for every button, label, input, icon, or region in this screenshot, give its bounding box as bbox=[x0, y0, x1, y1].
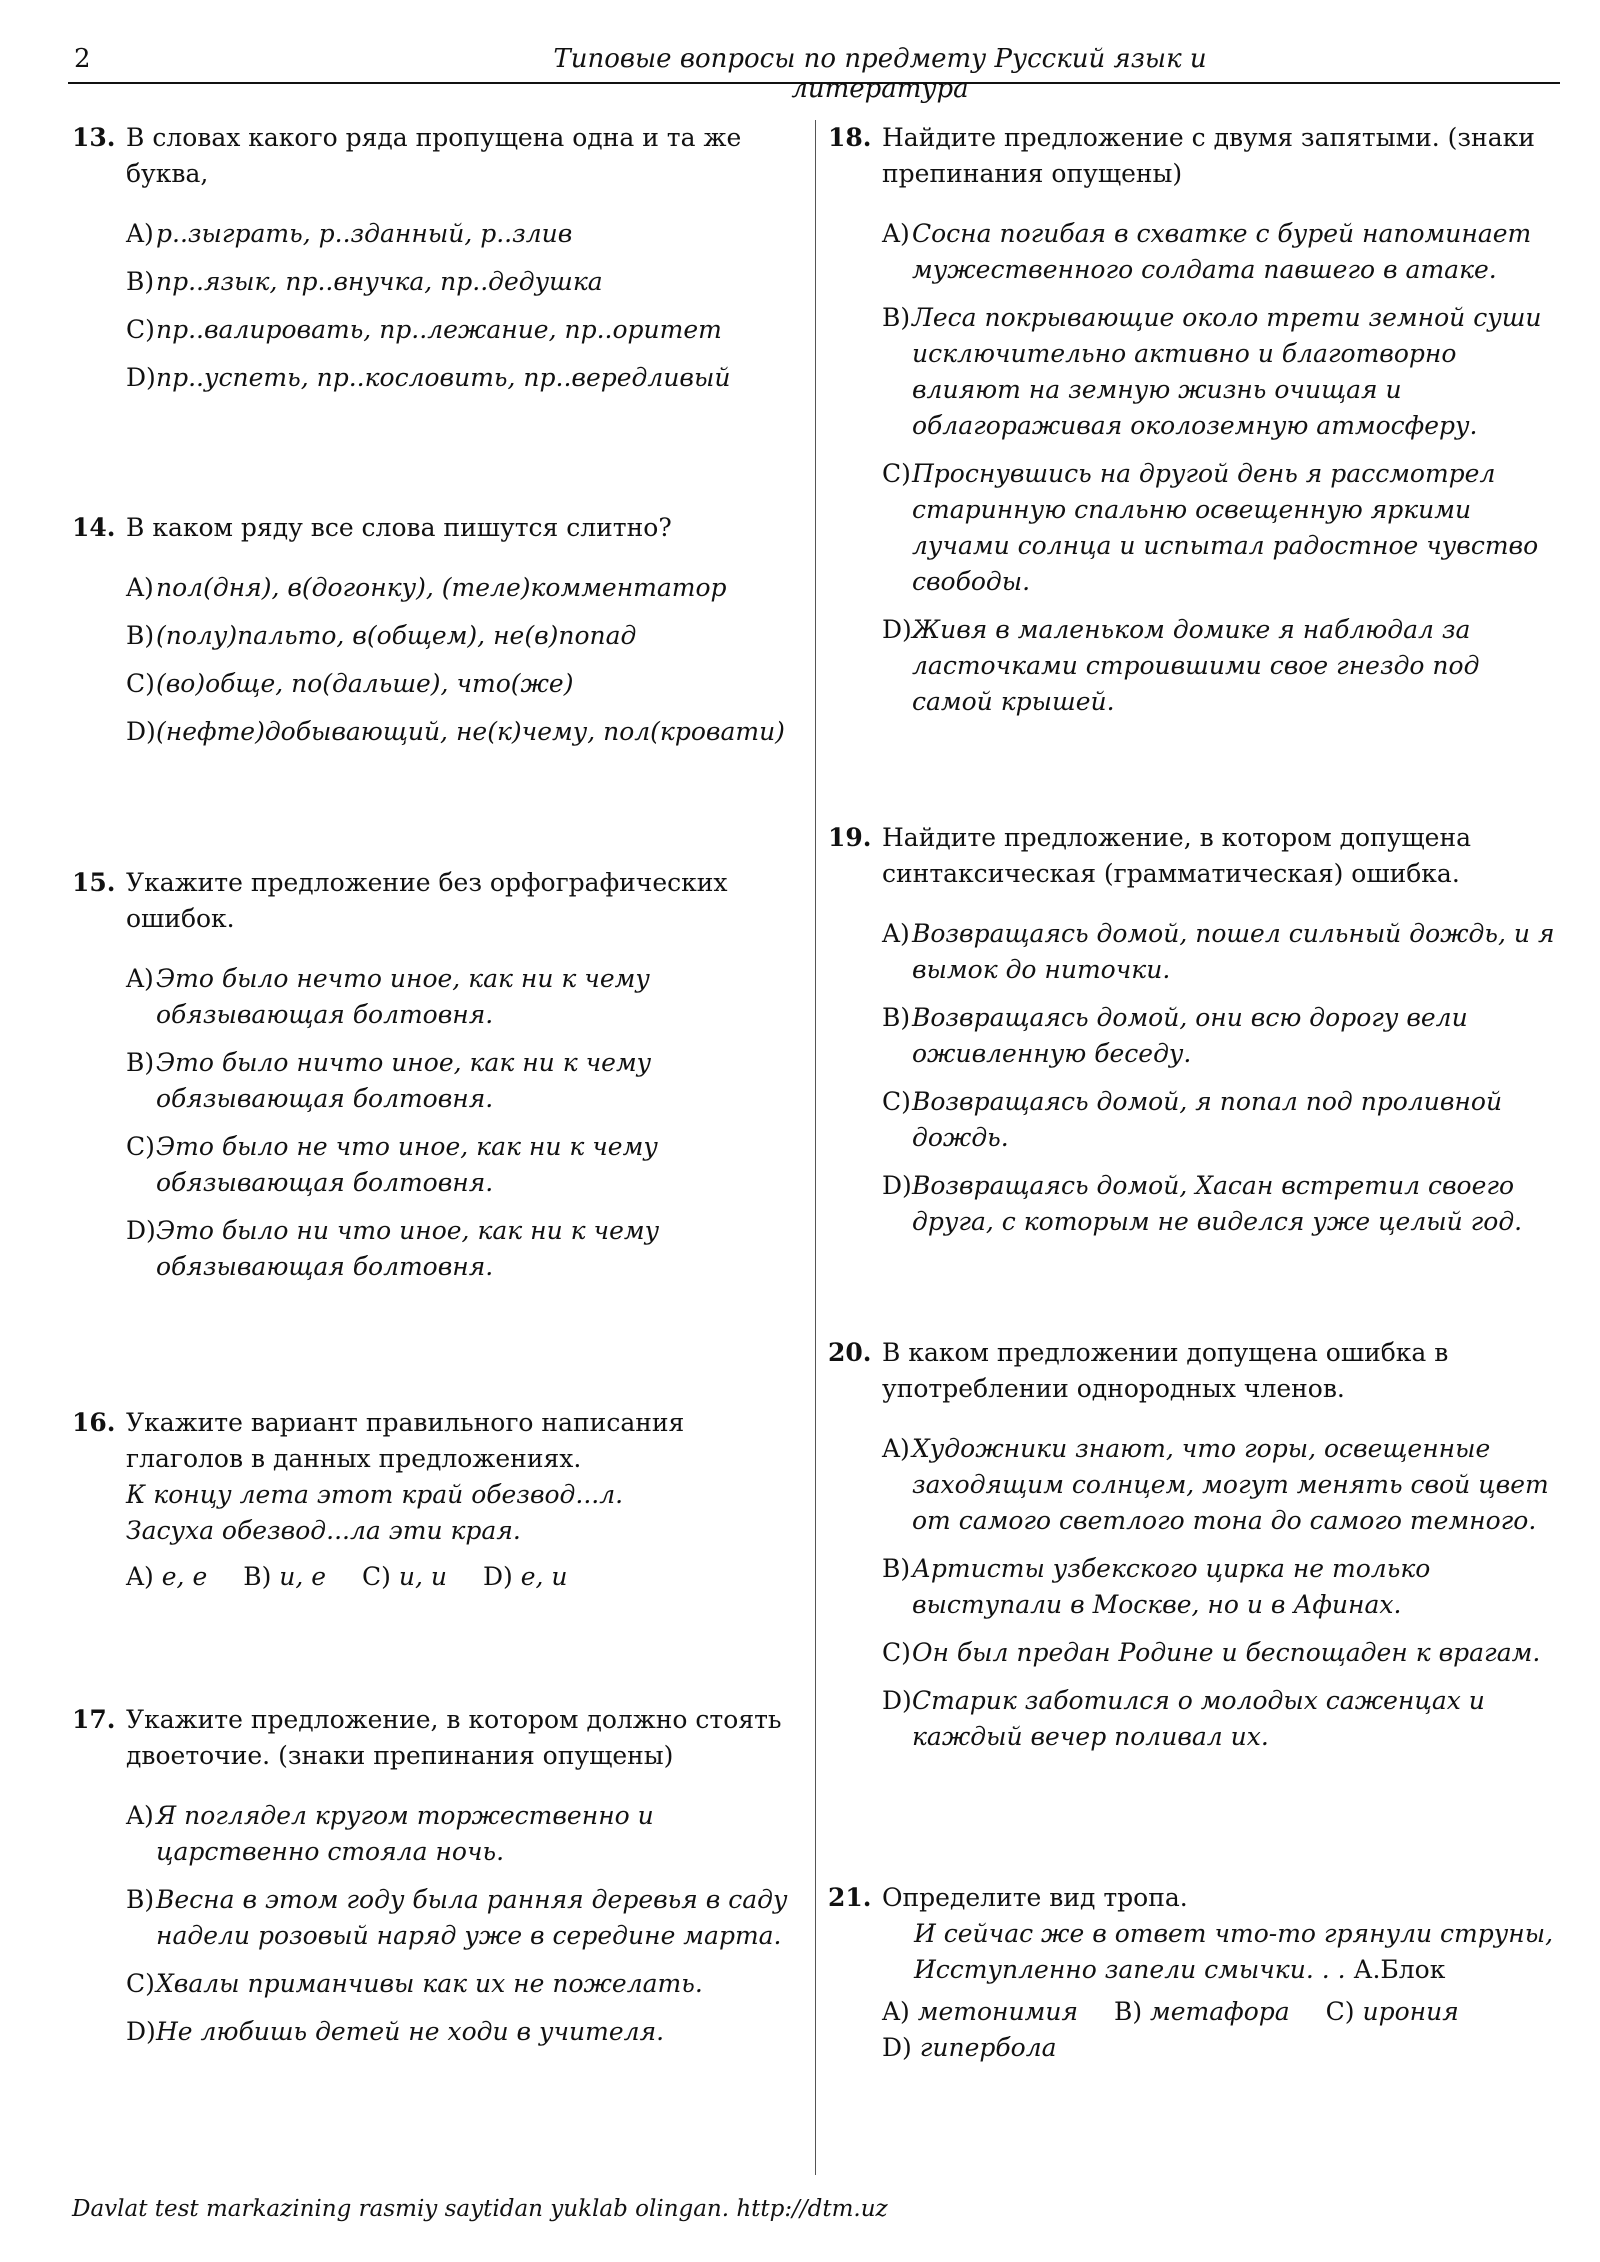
option-c[interactable]: C) Проснувшись на другой день я рассмотрел старинную спальню освещенную яркими лучами солнца и испытал радостное чувство свободы. bbox=[882, 459, 1539, 596]
verse-line-1: И сейчас же в ответ что-то грянули струны, bbox=[914, 1919, 1554, 1948]
question-number: 21. bbox=[828, 1883, 872, 1912]
question-text: В каком ряду все слова пишутся слитно? bbox=[126, 513, 672, 542]
options bbox=[828, 1431, 1558, 1755]
options bbox=[72, 1559, 792, 1595]
option-a[interactable]: A) Я поглядел кругом торжественно и царственно стояла ночь. bbox=[126, 1801, 654, 1866]
question-number: 19. bbox=[828, 823, 872, 852]
options bbox=[828, 1994, 1558, 2030]
example-sentence-1: К концу лета этот край обезвод...л. bbox=[126, 1480, 624, 1509]
verse-line-2: Исступленно запели смычки. . . bbox=[914, 1955, 1346, 1984]
options bbox=[72, 1798, 792, 2050]
option-c[interactable]: C) (во)обще, по(дальше), что(же) bbox=[126, 669, 574, 698]
question-number: 18. bbox=[828, 123, 872, 152]
question-14 bbox=[72, 510, 792, 762]
option-b[interactable]: B) Артисты узбекского цирка не только выступали в Москве, но и в Афинах. bbox=[882, 1554, 1431, 1619]
question-21 bbox=[828, 1880, 1558, 2066]
question-text: Укажите предложение, в котором должно стоять двоеточие. (знаки препинания опущены) bbox=[126, 1705, 782, 1770]
question-text: В каком предложении допущена ошибка в употреблении однородных членов. bbox=[882, 1338, 1449, 1403]
option-d[interactable]: D) гипербола bbox=[882, 2033, 1057, 2062]
question-text: Найдите предложение, в котором допущена синтаксическая (грамматическая) ошибка. bbox=[882, 823, 1472, 888]
option-c[interactable]: C) ирония bbox=[1325, 1997, 1459, 2026]
option-d[interactable]: D) Возвращаясь домой, Хасан встретил своего друга, с которым не виделся уже целый год. bbox=[882, 1171, 1523, 1236]
option-d[interactable]: D) е, и bbox=[482, 1562, 568, 1591]
option-b[interactable]: B) Возвращаясь домой, они всю дорогу вели оживленную беседу. bbox=[882, 1003, 1468, 1068]
option-b[interactable]: B) (полу)пальто, в(общем), не(в)попад bbox=[126, 621, 637, 650]
question-number: 20. bbox=[828, 1338, 872, 1367]
option-b[interactable]: B) Весна в этом году была ранняя деревья в саду надели розовый наряд уже в середине марта. bbox=[126, 1885, 788, 1950]
options bbox=[828, 916, 1558, 1240]
question-text: Определите вид тропа. bbox=[882, 1883, 1188, 1912]
page-footer: Davlat test markazining rasmiy saytidan yuklab olingan. http://dtm.uz bbox=[72, 2196, 888, 2222]
question-20 bbox=[828, 1335, 1558, 1767]
option-a[interactable]: A) пол(дня), в(догонку), (теле)комментатор bbox=[126, 573, 727, 602]
example-sentence-2: Засуха обезвод...ла эти края. bbox=[126, 1516, 521, 1545]
options bbox=[72, 216, 792, 396]
option-c[interactable]: C) Он был предан Родине и беспощаден к врагам. bbox=[882, 1638, 1541, 1667]
option-b[interactable]: B) и, е bbox=[243, 1562, 327, 1591]
option-c[interactable]: C) Возвращаясь домой, я попал под проливной дождь. bbox=[882, 1087, 1503, 1152]
option-d[interactable]: D) (нефте)добывающий, не(к)чему, пол(кровати) bbox=[126, 717, 785, 746]
question-17 bbox=[72, 1702, 792, 2062]
verse-author: А.Блок bbox=[1353, 1955, 1446, 1984]
page-header bbox=[68, 44, 1560, 104]
question-18 bbox=[828, 120, 1558, 732]
question-text: В словах какого ряда пропущена одна и та же буква, bbox=[126, 123, 742, 188]
option-a[interactable]: A) Сосна погибая в схватке с бурей напоминает мужественного солдата павшего в атаке. bbox=[882, 219, 1532, 284]
option-d[interactable]: D) Не любишь детей не ходи в учителя. bbox=[126, 2017, 665, 2046]
option-c[interactable]: C) и, и bbox=[362, 1562, 447, 1591]
option-a[interactable]: A) Возвращаясь домой, пошел сильный дождь, и я вымок до ниточки. bbox=[882, 919, 1555, 984]
question-number: 13. bbox=[72, 123, 116, 152]
page-number: 2 bbox=[74, 44, 91, 74]
options bbox=[72, 961, 792, 1285]
option-b[interactable]: B) метафора bbox=[1113, 1997, 1290, 2026]
options bbox=[72, 570, 792, 750]
verse bbox=[828, 1916, 1558, 1988]
option-a[interactable]: A) е, е bbox=[126, 1562, 208, 1591]
option-c[interactable]: C) пр..валировать, пр..лежание, пр..оритет bbox=[126, 315, 722, 344]
option-d[interactable]: D) Это было ни что иное, как ни к чему обязывающая болтовня. bbox=[126, 1216, 660, 1281]
question-text: Укажите вариант правильного написания глаголов в данных предложениях. bbox=[126, 1408, 685, 1473]
option-a[interactable]: A) р..зыграть, р..зданный, р..злив bbox=[126, 219, 573, 248]
question-number: 15. bbox=[72, 868, 116, 897]
header-title: Типовые вопросы по предмету Русский язык и литература bbox=[553, 44, 1207, 104]
question-number: 14. bbox=[72, 513, 116, 542]
column-divider bbox=[815, 120, 816, 2175]
option-d[interactable]: D) Живя в маленьком домике я наблюдал за ласточками строившими свое гнездо под самой крышей. bbox=[882, 615, 1480, 716]
option-c[interactable]: C) Это было не что иное, как ни к чему обязывающая болтовня. bbox=[126, 1132, 658, 1197]
option-d[interactable]: D) пр..успеть, пр..кословить, пр..вередливый bbox=[126, 363, 731, 392]
question-number: 16. bbox=[72, 1408, 116, 1437]
question-15 bbox=[72, 865, 792, 1297]
question-text: Укажите предложение без орфографических ошибок. bbox=[126, 868, 728, 933]
question-16 bbox=[72, 1405, 792, 1595]
option-b[interactable]: B) Это было ничто иное, как ни к чему обязывающая болтовня. bbox=[126, 1048, 652, 1113]
option-d[interactable]: D) Старик заботился о молодых саженцах и каждый вечер поливал их. bbox=[882, 1686, 1485, 1751]
option-a[interactable]: A) Это было нечто иное, как ни к чему обязывающая болтовня. bbox=[126, 964, 650, 1029]
question-number: 17. bbox=[72, 1705, 116, 1734]
option-b[interactable]: B) пр..язык, пр..внучка, пр..дедушка bbox=[126, 267, 603, 296]
option-b[interactable]: B) Леса покрывающие около трети земной суши исключительно активно и благотворно влияют на земную жизнь очищая и облагораживая околоземную атмосферу. bbox=[882, 303, 1542, 440]
option-a[interactable]: A) Художники знают, что горы, освещенные заходящим солнцем, могут менять свой цвет от самого светлого тона до самого темного. bbox=[882, 1434, 1549, 1535]
question-text: Найдите предложение с двумя запятыми. (знаки препинания опущены) bbox=[882, 123, 1535, 188]
option-c[interactable]: C) Хвалы приманчивы как их не пожелать. bbox=[126, 1969, 703, 1998]
option-a[interactable]: A) метонимия bbox=[882, 1997, 1078, 2026]
options-row-2 bbox=[828, 2030, 1558, 2066]
question-19 bbox=[828, 820, 1558, 1252]
options bbox=[828, 216, 1558, 720]
question-13 bbox=[72, 120, 792, 408]
